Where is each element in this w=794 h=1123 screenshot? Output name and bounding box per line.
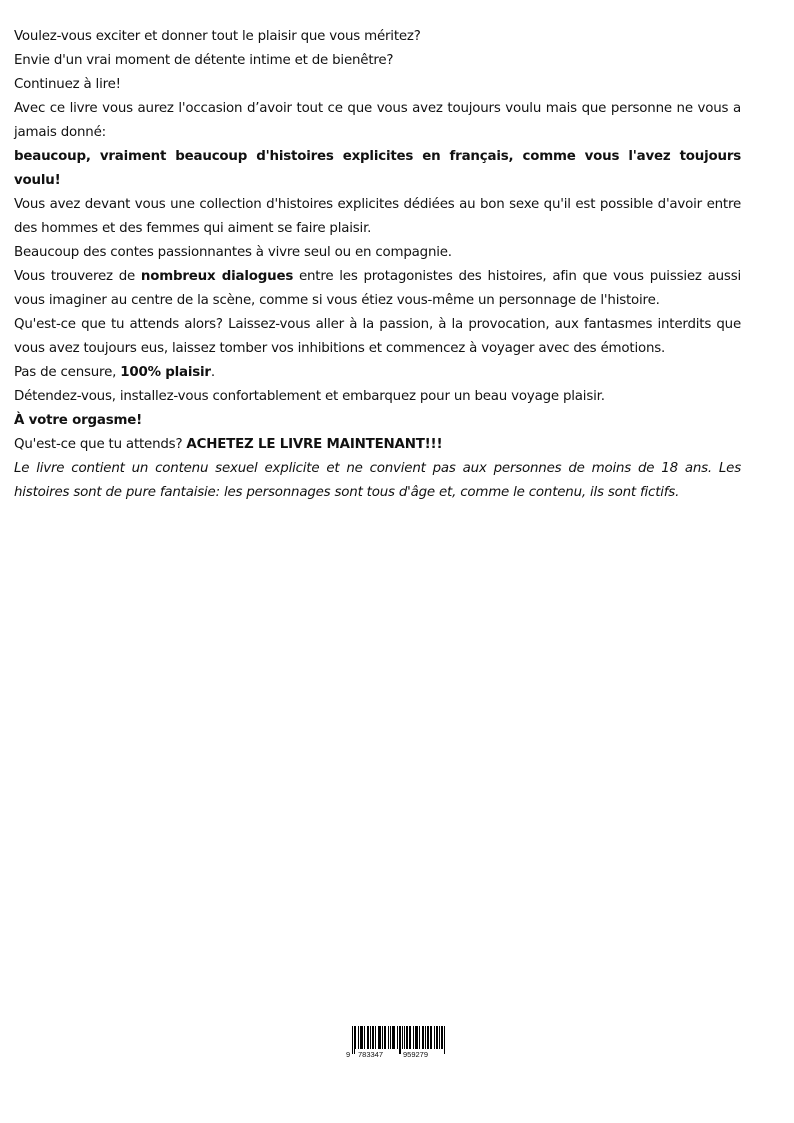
para-collection-text-0: Vous avez devant vous une collection d'histoires explicites dédiées au bon sexe qu'il est possible d'avoir entre des hommes et des femmes qui aiment se faire plaisir. bbox=[14, 197, 741, 236]
barcode-bar bbox=[417, 1026, 418, 1049]
barcode-bar bbox=[368, 1026, 369, 1049]
barcode-bar bbox=[361, 1026, 362, 1049]
line-achetez-text-0: Qu'est-ce que tu attends? bbox=[14, 437, 187, 452]
barcode-bar bbox=[436, 1026, 437, 1049]
barcode-bar bbox=[425, 1026, 426, 1049]
barcode-bar bbox=[404, 1026, 405, 1049]
line-avec-ce-livre-text-0: Avec ce livre vous aurez l'occasion d’avoir tout ce que vous avez toujours voulu mais que personne ne vous a jamais donné: bbox=[14, 101, 741, 140]
barcode-bar bbox=[397, 1026, 398, 1049]
line-detendez bbox=[14, 385, 741, 409]
line-envie bbox=[14, 49, 741, 73]
line-beaucoup-histoires-text-0: beaucoup, vraiment beaucoup d'histoires explicites en français, comme vous l'avez toujours voulu! bbox=[14, 149, 741, 188]
barcode-bar bbox=[441, 1026, 442, 1049]
para-dialogues-text-1: nombreux dialogues bbox=[140, 269, 294, 284]
barcode-bar bbox=[419, 1026, 420, 1049]
barcode-bar bbox=[367, 1026, 368, 1049]
line-beaucoup-histoires bbox=[14, 145, 741, 193]
para-disclaimer bbox=[14, 457, 741, 505]
barcode-digits-left: 783347 bbox=[358, 1050, 384, 1059]
line-detendez-text-0: Détendez-vous, installez-vous confortablement et embarquez pour un beau voyage plaisir. bbox=[14, 389, 605, 404]
barcode-bar bbox=[442, 1026, 443, 1049]
barcode-bar bbox=[382, 1026, 383, 1049]
barcode-bar bbox=[392, 1026, 393, 1049]
barcode-bar bbox=[402, 1026, 403, 1049]
barcode-bar bbox=[358, 1026, 359, 1049]
barcode-bar bbox=[352, 1026, 353, 1054]
line-avec-ce-livre bbox=[14, 97, 741, 145]
para-dialogues bbox=[14, 265, 741, 313]
line-contes-text-0: Beaucoup des contes passionnantes à vivre seul ou en compagnie. bbox=[14, 245, 452, 260]
barcode-bar bbox=[444, 1026, 445, 1054]
barcode-bar bbox=[388, 1026, 389, 1049]
barcode-bar bbox=[380, 1026, 381, 1049]
barcode-bar bbox=[390, 1026, 391, 1049]
barcode-bar bbox=[428, 1026, 429, 1049]
barcode-bar bbox=[439, 1026, 440, 1049]
line-intro-question bbox=[14, 25, 741, 49]
line-achetez-text-1: ACHETEZ LE LIVRE MAINTENANT!!! bbox=[186, 437, 443, 452]
barcode-bar bbox=[370, 1026, 371, 1049]
barcode-bar bbox=[384, 1026, 385, 1049]
barcode-bar bbox=[375, 1026, 376, 1049]
para-disclaimer-text-0: Le livre contient un contenu sexuel explicite et ne convient pas aux personnes de moins de 18 ans. Les histoires sont de pure fantaisie: les personnages sont tous d'âge et, comme le contenu, ils sont fictifs. bbox=[14, 461, 741, 500]
barcode-bar bbox=[423, 1026, 424, 1049]
line-orgasme bbox=[14, 409, 741, 433]
barcode-bar bbox=[372, 1026, 373, 1049]
barcode-bar bbox=[373, 1026, 374, 1049]
line-achetez bbox=[14, 433, 741, 457]
barcode-bar bbox=[406, 1026, 407, 1049]
barcode-bar bbox=[410, 1026, 411, 1049]
barcode-bar bbox=[360, 1026, 361, 1049]
barcode-digits-right: 959279 bbox=[403, 1050, 429, 1059]
barcode-bar bbox=[427, 1026, 428, 1049]
line-continuez-text-0: Continuez à lire! bbox=[14, 77, 121, 92]
back-cover-text bbox=[14, 25, 741, 505]
barcode-bar bbox=[431, 1026, 432, 1049]
para-collection bbox=[14, 193, 741, 241]
barcode-bar bbox=[413, 1026, 414, 1049]
barcode-bar bbox=[364, 1026, 365, 1049]
line-orgasme-text-0: À votre orgasme! bbox=[14, 413, 143, 428]
line-censure bbox=[14, 361, 741, 385]
line-envie-text-0: Envie d'un vrai moment de détente intime et de bienêtre? bbox=[14, 53, 394, 68]
barcode-digit-lead: 9 bbox=[346, 1050, 351, 1059]
barcode-bar bbox=[437, 1026, 438, 1049]
barcode-bar bbox=[430, 1026, 431, 1049]
barcode-bar bbox=[354, 1026, 355, 1054]
barcode-bar bbox=[400, 1026, 401, 1054]
para-passion bbox=[14, 313, 741, 361]
barcode-bar bbox=[434, 1026, 435, 1049]
barcode-bar bbox=[422, 1026, 423, 1049]
barcode-bar bbox=[379, 1026, 380, 1049]
line-contes bbox=[14, 241, 741, 265]
barcode-graphic bbox=[346, 1026, 446, 1060]
barcode-bar bbox=[393, 1026, 394, 1049]
line-censure-text-1: 100% plaisir bbox=[120, 365, 211, 380]
barcode-bar bbox=[378, 1026, 379, 1049]
barcode-bar bbox=[355, 1026, 356, 1049]
line-intro-question-text-0: Voulez-vous exciter et donner tout le plaisir que vous méritez? bbox=[14, 29, 421, 44]
barcode-bar bbox=[407, 1026, 408, 1049]
barcode-bar bbox=[385, 1026, 386, 1049]
barcode-bar bbox=[409, 1026, 410, 1049]
para-dialogues-text-2: entre les protagonistes des histoires, afin que vous puissiez aussi vous imaginer au centre de la scène, comme si vous étiez vous-même un personnage de l'histoire. bbox=[14, 269, 741, 308]
barcode-bar bbox=[362, 1026, 363, 1049]
isbn-barcode bbox=[346, 1026, 446, 1060]
barcode-bar bbox=[399, 1026, 400, 1054]
para-passion-text-0: Qu'est-ce que tu attends alors? Laissez-vous aller à la passion, à la provocation, aux fantasmes interdits que vous avez toujours eus, laissez tomber vos inhibitions et commencez à voyager avec des émotions. bbox=[14, 317, 741, 356]
para-dialogues-text-0: Vous trouverez de bbox=[14, 269, 141, 284]
line-censure-text-2: . bbox=[210, 365, 215, 380]
line-continuez bbox=[14, 73, 741, 97]
line-censure-text-0: Pas de censure, bbox=[14, 365, 121, 380]
barcode-bar bbox=[416, 1026, 417, 1049]
barcode-bar bbox=[415, 1026, 416, 1049]
barcode-bar bbox=[394, 1026, 395, 1049]
